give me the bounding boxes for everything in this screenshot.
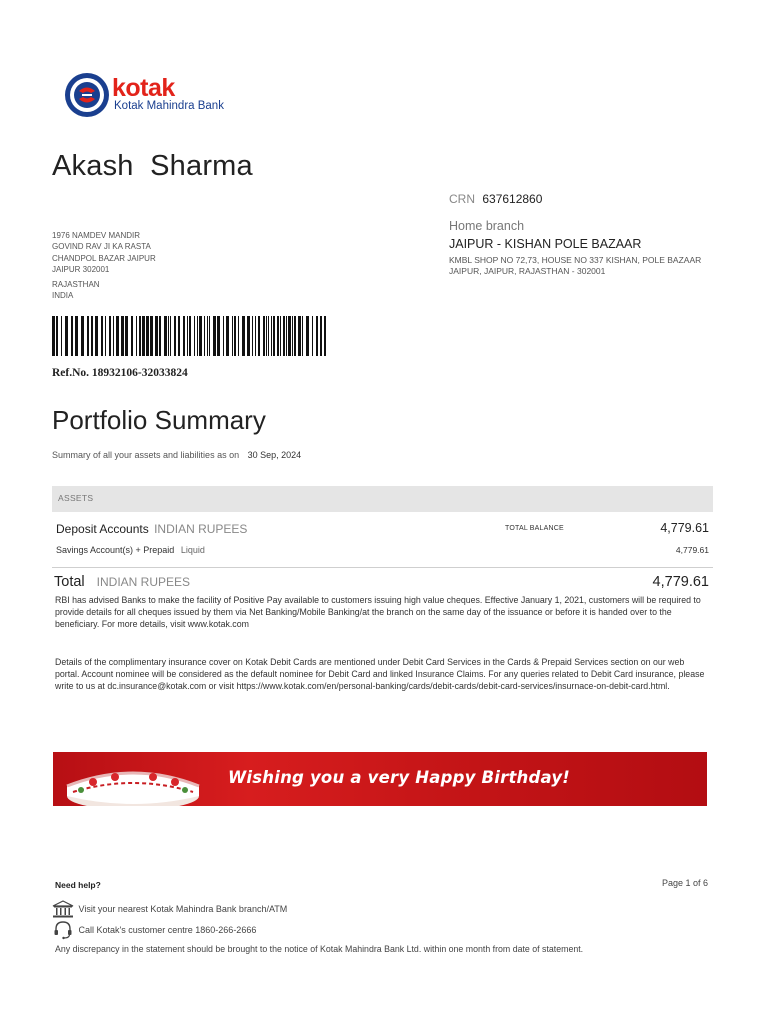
summary-subtitle-text: Summary of all your assets and liabilities as on [52,450,240,460]
barcode-bar [136,316,137,356]
barcode-bar [298,316,301,356]
barcode-bar [247,316,250,356]
total-currency: INDIAN RUPEES [96,575,191,589]
address-line: JAIPUR 302001 [52,264,110,274]
barcode-bar [209,316,210,356]
barcode-bar [170,316,171,356]
help-call-row [52,920,256,940]
address-country: INDIA [52,291,74,301]
barcode-bar [312,316,313,356]
total-balance-label: TOTAL BALANCE [505,525,564,532]
barcode-bar [255,316,256,356]
barcode-bar [234,316,236,356]
deposit-accounts-label: Deposit Accounts [56,522,149,536]
home-branch-name: JAIPUR - KISHAN POLE BAZAAR [449,237,642,251]
home-branch-address-line: KMBL SHOP NO 72,73, HOUSE NO 337 KISHAN, POLE BAZAAR [449,255,702,265]
barcode-bar [194,316,195,356]
deposit-currency: INDIAN RUPEES [154,522,248,536]
barcode-bar [213,316,216,356]
barcode-bar [306,316,309,356]
barcode-bar [105,316,106,356]
barcode-bar [178,316,180,356]
page-number: Page 1 of 6 [661,878,708,888]
barcode-bar [56,316,58,356]
barcode-bar [113,316,114,356]
kotak-logo [64,72,254,118]
barcode-bar [164,316,167,356]
barcode-bar [146,316,149,356]
barcode [52,316,326,356]
barcode-bar [159,316,161,356]
barcode-bar [183,316,185,356]
barcode-bar [150,316,153,356]
deposit-accounts-title [56,522,247,536]
birthday-cake-icon [53,752,213,806]
total-label: Total [54,574,85,590]
barcode-bar [131,316,133,356]
barcode-bar [187,316,188,356]
barcode-bar [226,316,229,356]
customer-name: Akash Sharma [52,150,253,182]
help-branch-row [52,899,287,919]
barcode-bar [266,316,267,356]
logo-wordmark: kotak [112,74,175,102]
barcode-bar [142,316,145,356]
barcode-bar [197,316,198,356]
savings-row [56,545,205,555]
barcode-bar [277,316,279,356]
statement-disclaimer: Any discrepancy in the statement should be brought to the notice of Kotak Mahindra Bank Ltd. within one month from date of statement. [55,944,584,954]
barcode-bar [189,316,191,356]
barcode-bar [232,316,233,356]
barcode-bar [168,316,169,356]
barcode-bar [273,316,275,356]
home-branch-address [449,255,701,277]
logo-subtitle: Kotak Mahindra Bank [114,100,224,112]
barcode-bar [258,316,260,356]
barcode-bar [139,316,141,356]
barcode-bar [263,316,265,356]
barcode-bar [283,316,285,356]
savings-type: Liquid [180,545,205,555]
divider [52,567,713,568]
barcode-bar [125,316,128,356]
barcode-bar [280,316,281,356]
rbi-notice: RBI has advised Banks to make the facility of Positive Pay available to customers issuing high value cheques. Effective January 1, 2021, customers will be required to provide details for all cheques issued by them via Net Banking/Mobile Banking/at the branch on the same day of the issuance or before it is handed over to the beneficiary. For more details, visit www.kotak.com [55,595,701,629]
barcode-bar [81,316,84,356]
assets-header [52,486,713,512]
barcode-bar [101,316,103,356]
barcode-bar [71,316,73,356]
kotak-logo-icon [64,72,110,118]
help-call-text: Call Kotak's customer centre 1860-266-2666 [78,925,257,935]
deposit-amount: 4,779.61 [660,521,709,535]
barcode-bar [320,316,322,356]
reference-number: Ref.No. 18932106-32033824 [52,367,188,379]
customer-region [52,279,100,302]
barcode-bar [271,316,272,356]
barcode-bar [292,316,293,356]
help-branch-text: Visit your nearest Kotak Mahindra Bank branch/ATM [78,904,288,914]
barcode-bar [155,316,158,356]
barcode-bar [204,316,205,356]
barcode-bar [65,316,68,356]
barcode-bar [116,316,119,356]
barcode-bar [286,316,287,356]
barcode-bar [302,316,303,356]
crn-value: 637612860 [482,192,543,206]
barcode-bar [294,316,296,356]
barcode-bar [121,316,124,356]
barcode-bar [75,316,78,356]
address-line: CHANDPOL BAZAR JAIPUR [52,253,156,263]
home-branch-address-line: JAIPUR, JAIPUR, RAJASTHAN - 302001 [449,266,606,276]
address-line: GOVIND RAV JI KA RASTA [52,242,151,252]
portfolio-title: Portfolio Summary [52,405,266,435]
crn-label: CRN [449,192,475,206]
barcode-bar [174,316,176,356]
bank-building-icon [52,899,74,919]
insurance-notice: Details of the complimentary insurance cover on Kotak Debit Cards are mentioned under Debit Card Services in the Cards & Prepaid Services section on our web portal. Account nominee will be considered as the default nominee for Debit Card and linked Insurance Claims. For any queries related to Debit Card insurance, please write to us at dc.insurance@kotak.com or visit https://www.kotak.com/en/personal-banking/cards/debit-cards/debit-card-services/insurnace-on-debit-card.html. [55,657,705,691]
address-state: RAJASTHAN [52,280,100,289]
summary-subtitle [52,450,301,460]
barcode-bar [288,316,291,356]
crn [449,192,542,206]
barcode-bar [316,316,318,356]
savings-label: Savings Account(s) + Prepaid [56,545,175,555]
customer-address [52,230,156,275]
address-line: 1976 NAMDEV MANDIR [52,231,141,240]
barcode-bar [268,316,269,356]
assets-header-label: ASSETS [58,493,94,503]
barcode-bar [109,316,111,356]
barcode-bar [199,316,202,356]
barcode-bar [252,316,253,356]
headset-icon [52,920,74,940]
total-amount: 4,779.61 [652,574,709,590]
barcode-bar [52,316,55,356]
barcode-bar [217,316,220,356]
barcode-bar [324,316,326,356]
banner-text: Wishing you a very Happy Birthday! [228,768,571,787]
barcode-bar [223,316,224,356]
barcode-bar [61,316,62,356]
total-row [54,574,190,590]
barcode-bar [87,316,89,356]
savings-amount: 4,779.61 [675,545,709,555]
home-branch-label: Home branch [449,219,525,233]
summary-date: 30 Sep, 2024 [247,450,302,460]
barcode-bar [242,316,245,356]
need-help-heading: Need help? [55,880,101,890]
birthday-banner [53,752,707,806]
barcode-bar [91,316,93,356]
barcode-bar [95,316,98,356]
barcode-bar [207,316,208,356]
barcode-bar [238,316,239,356]
